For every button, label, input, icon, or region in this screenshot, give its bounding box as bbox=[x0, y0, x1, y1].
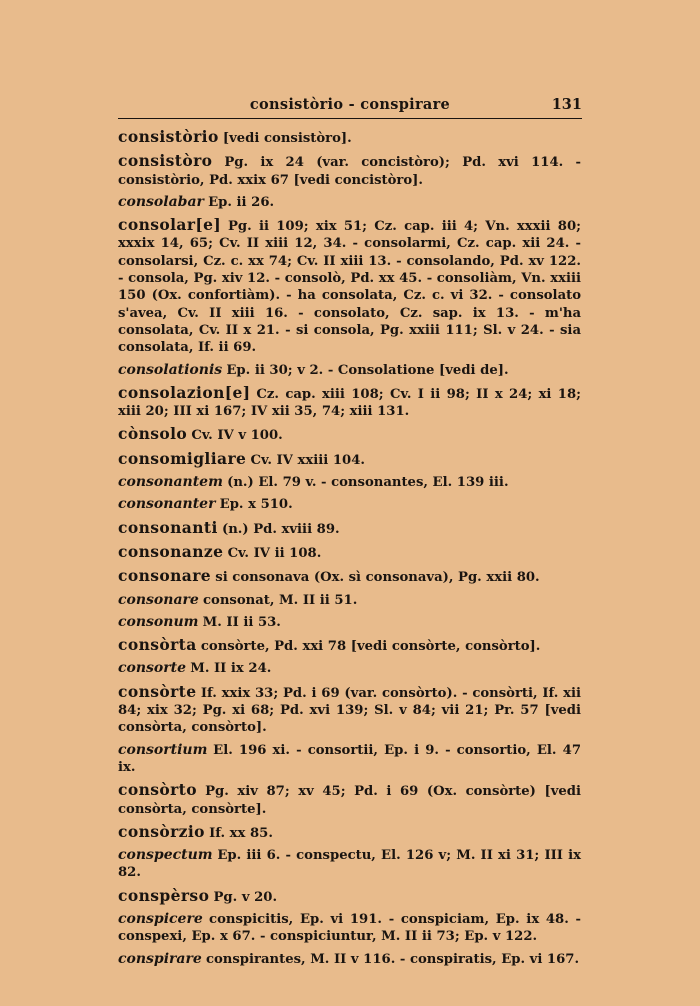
entry-headword: cònsolo bbox=[118, 424, 188, 444]
entry-headword: conspirare bbox=[118, 950, 202, 967]
dictionary-entry bbox=[118, 384, 581, 421]
entry-citations: Ep. ii 26. bbox=[208, 194, 275, 210]
entry-headword: consonare bbox=[118, 566, 212, 586]
entry-citations: (n.) Pd. xviii 89. bbox=[221, 521, 340, 537]
entry-headword: consolationis bbox=[118, 361, 223, 378]
dictionary-entry bbox=[118, 567, 581, 586]
entry-headword: conspèrso bbox=[118, 885, 210, 905]
dictionary-entry bbox=[118, 519, 581, 538]
dictionary-entry bbox=[118, 683, 581, 737]
entry-headword: consistòrio bbox=[118, 127, 219, 146]
dictionary-entry bbox=[118, 823, 581, 842]
entry-headword: consòrto bbox=[118, 780, 197, 800]
entry-headword: consolabar bbox=[118, 193, 204, 210]
entry-citations: El. 196 xi. - consortii, Ep. i 9. - consortio, El. 47 ix. bbox=[118, 742, 581, 775]
running-head: consistòrio - conspirare bbox=[249, 96, 451, 113]
dictionary-entry bbox=[118, 543, 581, 562]
dictionary-entry bbox=[118, 847, 581, 882]
dictionary-entry bbox=[118, 742, 581, 777]
entry-citations: Cv. IV xxiii 104. bbox=[250, 452, 365, 468]
dictionary-entry bbox=[118, 128, 581, 147]
entry-citations: M. II ix 24. bbox=[190, 661, 272, 677]
dictionary-entry bbox=[118, 636, 581, 655]
dictionary-entry bbox=[118, 362, 581, 379]
entry-headword: consonum bbox=[118, 613, 199, 630]
entry-headword: conspicere bbox=[118, 910, 203, 927]
entry-headword: consolar[e] bbox=[118, 215, 222, 235]
entry-citations: Ep. ii 30; v 2. - Consolatione [vedi de]. bbox=[226, 362, 509, 378]
entry-citations: Pg. ix 24 (var. concistòro); Pd. xvi 114. - consistòrio, Pd. xxix 67 [vedi concistòro]. bbox=[118, 155, 581, 188]
entry-citations: Cv. IV ii 108. bbox=[227, 545, 322, 561]
entry-list bbox=[118, 128, 581, 973]
entry-headword: consòrzio bbox=[118, 821, 205, 841]
entry-citations: consonat, M. II ii 51. bbox=[203, 592, 358, 608]
entry-headword: consonanti bbox=[118, 517, 218, 537]
entry-headword: consòrte bbox=[118, 681, 197, 701]
entry-citations: If. xx 85. bbox=[209, 825, 273, 841]
dictionary-entry bbox=[118, 450, 581, 469]
entry-citations: Cv. IV v 100. bbox=[191, 428, 283, 444]
entry-citations: consòrte, Pd. xxi 78 [vedi consòrte, consòrto]. bbox=[200, 639, 541, 655]
entry-citations: Pg. ii 109; xix 51; Cz. cap. iii 4; Vn. xxxii 80; xxxix 14, 65; Cv. II xiii 12, 34. - consolarmi, Cz. cap. xii 24. - consolarsi, Cz. c. xx 74; Cv. II xiii 13. - consolando, Pd. xv 122. - consola, Pg. xiv 12. - consolò, Pd. xx 45. - consoliàm, Vn. xxiii 150 (Ox. confortiàm). - ha consolata, Cz. c. vi 32. - consolato s'avea, Cv. II xiii 16. - consolato, Cz. sap. ix 13. - m'ha consolata, Cv. II x 21. - si consola, Pg. xxiii 111; Sl. v 24. - sia consolata, If. ii 69. bbox=[118, 219, 581, 356]
dictionary-entry bbox=[118, 425, 581, 444]
entry-citations: [vedi consistòro]. bbox=[222, 131, 352, 146]
entry-citations: conspicitis, Ep. vi 191. - conspiciam, Ep. ix 48. - conspexi, Ep. x 67. - conspiciuntur, M. II ii 73; Ep. v 122. bbox=[118, 911, 581, 945]
entry-citations: Pg. xiv 87; xv 45; Pd. i 69 (Ox. consòrte) [vedi consòrta, consòrte]. bbox=[118, 784, 581, 817]
dictionary-entry bbox=[118, 614, 581, 631]
dictionary-entry bbox=[118, 216, 581, 356]
dictionary-entry bbox=[118, 911, 581, 946]
dictionary-entry bbox=[118, 474, 581, 491]
entry-headword: consistòro bbox=[118, 151, 213, 171]
dictionary-entry bbox=[118, 951, 581, 968]
entry-citations: (n.) El. 79 v. - consonantes, El. 139 iii. bbox=[227, 475, 509, 491]
dictionary-entry bbox=[118, 887, 581, 906]
dictionary-entry bbox=[118, 152, 581, 189]
entry-citations: Cz. cap. xiii 108; Cv. I ii 98; II x 24; xi 18; xiii 20; III xi 167; IV xii 35, 74; xiii 131. bbox=[118, 386, 581, 420]
entry-headword: consonanze bbox=[118, 541, 224, 561]
entry-headword: consonanter bbox=[118, 496, 216, 513]
entry-citations: M. II ii 53. bbox=[202, 614, 281, 630]
dictionary-entry bbox=[118, 496, 581, 513]
entry-citations: Ep. iii 6. - conspectu, El. 126 v; M. II xi 31; III ix 82. bbox=[118, 848, 581, 881]
dictionary-entry bbox=[118, 660, 581, 677]
entry-headword: consortium bbox=[118, 741, 208, 758]
entry-headword: consomigliare bbox=[118, 448, 247, 468]
entry-citations: If. xxix 33; Pd. i 69 (var. consòrto). - consòrti, If. xii 84; xix 32; Pg. xi 68; Pd. xvi 139; Sl. v 84; vii 21; Pr. 57 [vedi consòrta, consòrto]. bbox=[118, 685, 581, 736]
entry-citations: Ep. x 510. bbox=[219, 497, 293, 513]
dictionary-entry bbox=[118, 592, 581, 609]
entry-citations: Pg. v 20. bbox=[213, 889, 278, 905]
page-header bbox=[118, 96, 582, 119]
entry-headword: consòrta bbox=[118, 635, 197, 655]
entry-citations: conspirantes, M. II v 116. - conspiratis, Ep. vi 167. bbox=[205, 951, 580, 967]
entry-headword: consonare bbox=[118, 591, 199, 608]
entry-headword: consonantem bbox=[118, 474, 223, 491]
entry-citations: si consonava (Ox. sì consonava), Pg. xxii 80. bbox=[215, 570, 540, 586]
entry-headword: consorte bbox=[118, 660, 187, 677]
entry-headword: consolazion[e] bbox=[118, 382, 251, 402]
page-number: 131 bbox=[551, 96, 582, 113]
entry-headword: conspectum bbox=[118, 847, 213, 864]
dictionary-entry bbox=[118, 194, 581, 211]
dictionary-entry bbox=[118, 781, 581, 818]
